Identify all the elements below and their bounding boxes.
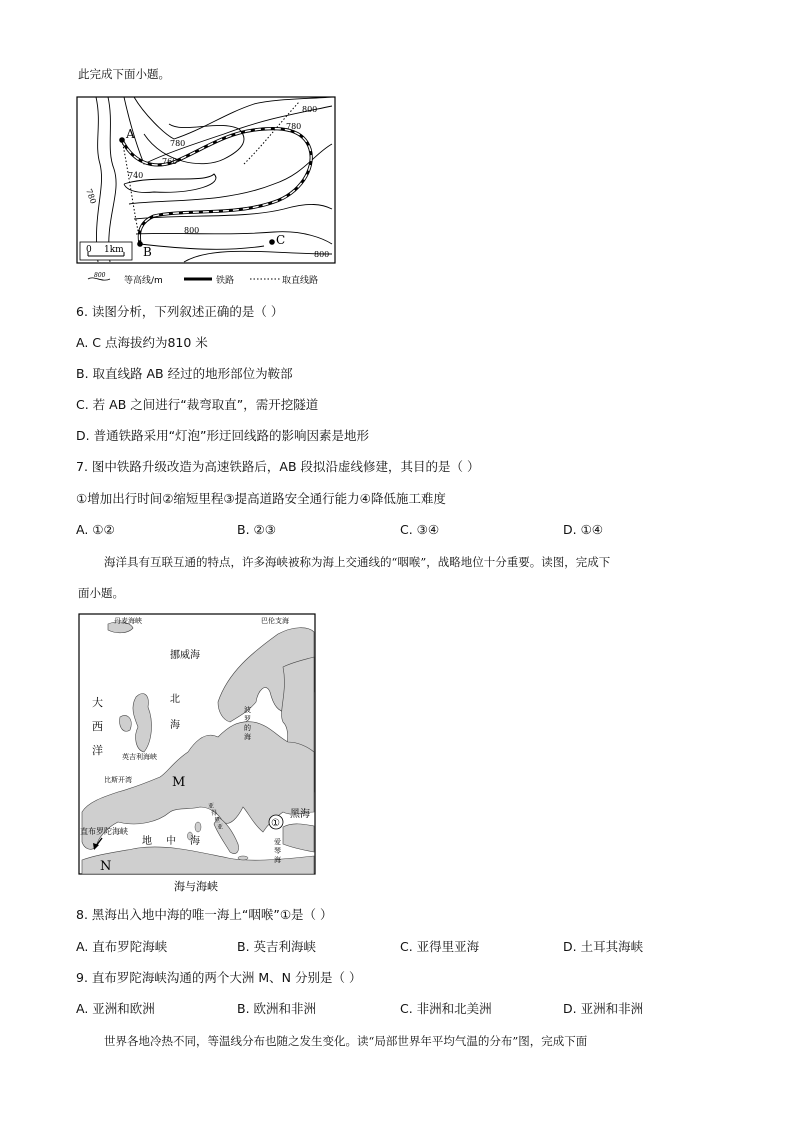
contour-label: 780 xyxy=(84,187,98,206)
label-med-3: 海 xyxy=(190,836,200,847)
label-med-2: 中 xyxy=(166,836,176,847)
label-atlantic-1: 大 xyxy=(92,696,103,709)
q9-option-d: D. 亚洲和非洲 xyxy=(563,1001,644,1016)
q7-option-d: D. ①④ xyxy=(563,522,603,537)
scale-bar xyxy=(80,242,132,260)
legend-rail-text: 铁路 xyxy=(216,276,235,286)
q6-option-a: A. C 点海拔约为810 米 xyxy=(76,335,208,350)
label-med-1: 地 xyxy=(142,836,152,847)
label-atlantic-2: 西 xyxy=(92,720,103,733)
q7-option-b: B. ②③ xyxy=(237,522,276,537)
intro-text-tail: 此完成下面小题。 xyxy=(78,67,170,81)
legend-contour-sample: 800 xyxy=(94,272,106,279)
q8-option-c: C. 亚得里亚海 xyxy=(400,939,480,954)
q7-choices-line: ①增加出行时间②缩短里程③提高道路安全通行能力④降低施工难度 xyxy=(76,491,446,506)
label-adriatic-2: 得 xyxy=(211,810,218,817)
map-legend xyxy=(88,272,318,286)
intro-2-line-1: 海洋具有互联互通的特点，许多海峡被称为海上交通线的“咽喉”，战略地位十分重要。读图，完成下 xyxy=(104,555,611,569)
label-black-sea: 黑海 xyxy=(290,809,310,820)
contour-label: 740 xyxy=(128,171,144,180)
q8-option-b: B. 英吉利海峡 xyxy=(237,939,317,954)
q9-option-c: C. 非洲和北美洲 xyxy=(400,1001,492,1016)
q9-option-b: B. 欧洲和非洲 xyxy=(237,1001,317,1016)
contour-map-figure xyxy=(74,94,340,290)
label-strait-marker: ① xyxy=(271,818,280,829)
question-6-stem: 6. 读图分析，下列叙述正确的是（ ） xyxy=(76,304,284,319)
question-8-stem: 8. 黑海出入地中海的唯一海上“咽喉”①是（ ） xyxy=(76,907,333,922)
q7-option-c: C. ③④ xyxy=(400,522,440,537)
label-danmai: 丹麦海峡 xyxy=(114,617,142,625)
label-continent-m: M xyxy=(172,775,186,790)
label-continent-n: N xyxy=(100,859,112,874)
label-english-channel: 英吉利海峡 xyxy=(122,753,157,761)
point-b-label: B xyxy=(143,245,152,259)
label-aegean-2: 琴 xyxy=(274,847,281,855)
q6-option-d: D. 普通铁路采用“灯泡”形迂回线路的影响因素是地形 xyxy=(76,428,370,443)
intro-3-line-1: 世界各地冷热不同，等温线分布也随之发生变化。读“局部世界年平均气温的分布”图，完成下面 xyxy=(104,1034,588,1048)
label-aegean-1: 爱 xyxy=(274,838,281,846)
q6-option-b: B. 取直线路 AB 经过的地形部位为鞍部 xyxy=(76,366,293,381)
q9-option-a: A. 亚洲和欧洲 xyxy=(76,1001,155,1016)
label-north-sea-2: 海 xyxy=(170,720,180,731)
scale-unit: 1km xyxy=(104,245,124,255)
q7-option-a: A. ①② xyxy=(76,522,115,537)
contour-label: 760 xyxy=(162,157,178,166)
figure-2-caption: 海与海峡 xyxy=(174,880,218,893)
label-baltic-3: 的 xyxy=(244,724,251,732)
label-aegean-3: 海 xyxy=(274,856,281,864)
label-adriatic-1: 亚 xyxy=(208,803,215,810)
label-atlantic-3: 洋 xyxy=(92,744,103,757)
label-gibraltar: 直布罗陀海峡 xyxy=(80,827,128,836)
contour-label: 800 xyxy=(302,105,318,114)
label-adriatic-4: 亚 xyxy=(217,824,224,831)
contour-label: 800 xyxy=(314,250,330,259)
label-norwegian-sea: 挪威海 xyxy=(170,650,200,661)
label-biscay: 比斯开湾 xyxy=(104,776,132,784)
label-baltic-1: 波 xyxy=(244,706,251,714)
europe-seas-map xyxy=(78,612,318,894)
legend-contour-text: 等高线/m xyxy=(124,276,163,286)
label-north-sea-1: 北 xyxy=(170,694,180,705)
q6-option-c: C. 若 AB 之间进行“裁弯取直”，需开挖隧道 xyxy=(76,397,319,412)
contour-label: 780 xyxy=(170,139,186,148)
label-adriatic-3: 里 xyxy=(214,817,221,824)
intro-2-line-2: 面小题。 xyxy=(78,586,124,600)
label-barents: 巴伦支海 xyxy=(261,617,289,625)
contour-label: 780 xyxy=(286,122,302,131)
scale-zero: 0 xyxy=(86,245,92,255)
label-baltic-2: 罗 xyxy=(244,715,251,723)
question-9-stem: 9. 直布罗陀海峡沟通的两个大洲 M、N 分别是（ ） xyxy=(76,970,362,985)
q8-option-a: A. 直布罗陀海峡 xyxy=(76,939,168,954)
contour-label: 800 xyxy=(184,226,200,235)
question-7-stem: 7. 图中铁路升级改造为高速铁路后，AB 段拟沿虚线修建，其目的是（ ） xyxy=(76,459,480,474)
point-a-label: A xyxy=(126,127,135,141)
legend-straight-text: 取直线路 xyxy=(282,276,319,286)
point-c-label: C xyxy=(276,233,286,247)
q8-option-d: D. 土耳其海峡 xyxy=(563,939,644,954)
label-baltic-4: 海 xyxy=(244,733,251,741)
